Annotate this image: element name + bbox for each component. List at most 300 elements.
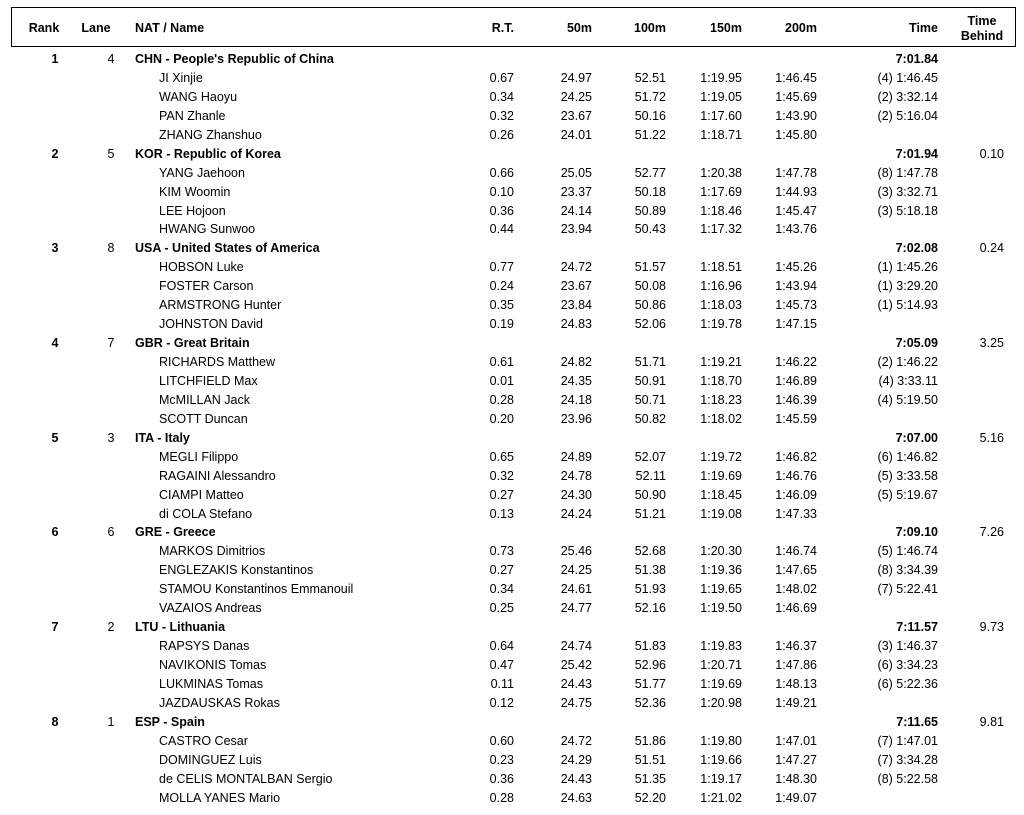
swimmer-split-100m: 51.86: [634, 733, 666, 748]
swimmer-split-150m: 1:18.71: [700, 127, 742, 142]
team-rank: 7: [51, 620, 59, 635]
team-name: ESP - Spain: [135, 714, 205, 729]
swimmer-reaction-time: 0.24: [489, 279, 514, 294]
swimmer-row: [0, 580, 1024, 599]
swimmer-split-100m: 51.72: [634, 89, 666, 104]
swimmer-split-200m: 1:46.89: [775, 373, 817, 388]
team-rank: 3: [51, 241, 59, 256]
team-time: 7:02.08: [895, 241, 938, 256]
swimmer-name: McMILLAN Jack: [159, 392, 250, 407]
swimmer-split-50m: 24.63: [560, 790, 592, 805]
swimmer-row: [0, 296, 1024, 315]
swimmer-split-100m: 51.83: [634, 639, 666, 654]
swimmer-row: [0, 599, 1024, 618]
team-row: [0, 239, 1024, 258]
header-150m: 150m: [710, 21, 742, 35]
swimmer-cumulative-split: (4) 3:33.11: [878, 373, 938, 388]
swimmer-split-50m: 24.25: [560, 563, 592, 578]
swimmer-reaction-time: 0.27: [489, 487, 514, 502]
swimmer-row: [0, 410, 1024, 429]
swimmer-split-100m: 50.71: [634, 392, 666, 407]
swimmer-row: [0, 542, 1024, 561]
swimmer-cumulative-split: (8) 1:47.78: [877, 165, 938, 180]
swimmer-split-150m: 1:17.60: [700, 108, 742, 123]
swimmer-split-150m: 1:18.03: [700, 298, 742, 313]
swimmer-split-50m: 24.29: [560, 752, 592, 767]
swimmer-split-100m: 51.22: [634, 127, 666, 142]
swimmer-split-50m: 24.35: [560, 373, 592, 388]
swimmer-split-150m: 1:19.95: [700, 70, 742, 85]
swimmer-split-200m: 1:47.78: [775, 165, 817, 180]
team-lane: 7: [107, 336, 115, 351]
swimmer-split-150m: 1:19.05: [700, 89, 742, 104]
swimmer-split-200m: 1:45.26: [775, 260, 817, 275]
swimmer-cumulative-split: (5) 1:46.74: [877, 544, 938, 559]
swimmer-reaction-time: 0.73: [489, 544, 514, 559]
swimmer-split-200m: 1:45.73: [775, 298, 817, 313]
swimmer-cumulative-split: (6) 5:22.36: [877, 676, 938, 691]
swimmer-row: [0, 561, 1024, 580]
swimmer-split-150m: 1:20.98: [700, 695, 742, 710]
team-rank: 2: [51, 146, 59, 161]
swimmer-split-50m: 24.83: [560, 317, 592, 332]
swimmer-row: [0, 789, 1024, 808]
team-time-behind: 9.73: [979, 620, 1004, 635]
swimmer-split-50m: 24.75: [560, 695, 592, 710]
swimmer-name: de CELIS MONTALBAN Sergio: [159, 771, 333, 786]
swimmer-split-50m: 24.72: [560, 260, 592, 275]
swimmer-reaction-time: 0.32: [489, 468, 514, 483]
swimmer-name: CIAMPI Matteo: [159, 487, 244, 502]
swimmer-row: [0, 202, 1024, 221]
swimmer-split-150m: 1:19.21: [700, 355, 742, 369]
swimmer-split-100m: 50.18: [634, 184, 666, 199]
team-time: 7:01.84: [895, 52, 938, 66]
swimmer-split-100m: 52.20: [634, 790, 666, 805]
swimmer-name: NAVIKONIS Tomas: [159, 658, 267, 672]
team-lane: 4: [107, 52, 115, 66]
swimmer-split-50m: 23.67: [560, 108, 592, 123]
team-time: 7:05.09: [895, 336, 938, 351]
swimmer-split-200m: 1:48.13: [775, 676, 817, 691]
team-rank: 4: [51, 336, 59, 351]
swimmer-reaction-time: 0.36: [489, 771, 514, 786]
swimmer-split-50m: 24.43: [560, 771, 592, 786]
swimmer-name: ZHANG Zhanshuo: [159, 127, 262, 142]
team-name: LTU - Lithuania: [135, 620, 226, 635]
swimmer-cumulative-split: (4) 1:46.45: [877, 70, 938, 85]
swimmer-split-200m: 1:46.76: [775, 468, 817, 483]
team-name: KOR - Republic of Korea: [135, 146, 281, 161]
swimmer-reaction-time: 0.35: [489, 298, 514, 313]
swimmer-cumulative-split: (2) 1:46.22: [877, 355, 938, 369]
swimmer-split-100m: 50.89: [634, 203, 666, 218]
swimmer-split-50m: 24.01: [560, 127, 592, 142]
team-time: 7:01.94: [895, 146, 938, 161]
swimmer-split-100m: 52.77: [634, 165, 666, 180]
team-time-behind: 5.16: [979, 430, 1004, 445]
team-row: [0, 523, 1024, 542]
swimmer-name: HOBSON Luke: [159, 260, 244, 275]
swimmer-row: [0, 88, 1024, 107]
swimmer-reaction-time: 0.64: [489, 639, 514, 654]
results-table-body: [0, 50, 1024, 808]
swimmer-cumulative-split: (2) 5:16.04: [877, 108, 938, 123]
swimmer-name: JAZDAUSKAS Rokas: [159, 695, 280, 710]
swimmer-split-50m: 24.74: [560, 639, 592, 654]
swimmer-reaction-time: 0.20: [489, 411, 514, 426]
swimmer-split-50m: 25.05: [560, 165, 592, 180]
swimmer-name: MEGLI Filippo: [159, 449, 239, 464]
swimmer-split-100m: 51.71: [634, 355, 666, 369]
team-lane: 8: [107, 241, 115, 256]
team-row: [0, 334, 1024, 353]
swimmer-split-50m: 23.94: [560, 222, 592, 237]
swimmer-name: HWANG Sunwoo: [159, 222, 256, 237]
swimmer-split-150m: 1:18.23: [700, 392, 742, 407]
team-time: 7:11.65: [896, 714, 938, 729]
header-time: Time: [909, 21, 938, 35]
swimmer-split-150m: 1:19.69: [700, 676, 742, 691]
swimmer-split-200m: 1:48.02: [775, 582, 817, 597]
swimmer-split-200m: 1:48.30: [775, 771, 817, 786]
swimmer-split-50m: 24.14: [560, 203, 592, 218]
swimmer-reaction-time: 0.26: [489, 127, 514, 142]
swimmer-split-150m: 1:19.80: [700, 733, 742, 748]
swimmer-split-100m: 50.82: [634, 411, 666, 426]
swimmer-cumulative-split: (5) 3:33.58: [877, 468, 938, 483]
swimmer-row: [0, 372, 1024, 391]
swimmer-split-150m: 1:19.83: [700, 639, 742, 654]
swimmer-cumulative-split: (2) 3:32.14: [877, 89, 938, 104]
swimmer-row: [0, 391, 1024, 410]
swimmer-split-200m: 1:43.76: [775, 222, 817, 237]
swimmer-split-150m: 1:18.45: [700, 487, 742, 502]
swimmer-split-100m: 50.43: [634, 222, 666, 237]
swimmer-cumulative-split: (8) 3:34.39: [877, 563, 938, 578]
team-lane: 5: [107, 146, 115, 161]
swimmer-reaction-time: 0.47: [489, 658, 514, 672]
swimmer-split-200m: 1:49.07: [775, 790, 817, 805]
swimmer-reaction-time: 0.67: [489, 70, 514, 85]
team-name: GBR - Great Britain: [135, 336, 250, 351]
team-name: GRE - Greece: [135, 525, 216, 540]
swimmer-row: [0, 69, 1024, 88]
swimmer-name: MOLLA YANES Mario: [159, 790, 281, 805]
team-rank: 5: [51, 430, 59, 445]
swimmer-split-100m: 52.07: [634, 449, 666, 464]
swimmer-row: [0, 770, 1024, 789]
swimmer-split-100m: 51.57: [634, 260, 666, 275]
swimmer-name: JOHNSTON David: [159, 317, 263, 332]
swimmer-split-150m: 1:18.51: [700, 260, 742, 275]
swimmer-row: [0, 448, 1024, 467]
swimmer-split-150m: 1:17.69: [700, 184, 742, 199]
swimmer-reaction-time: 0.61: [489, 355, 514, 369]
swimmer-name: ENGLEZAKIS Konstantinos: [159, 563, 314, 578]
swimmer-cumulative-split: (7) 1:47.01: [877, 733, 938, 748]
swimmer-reaction-time: 0.36: [489, 203, 514, 218]
header-reaction-time: R.T.: [491, 21, 514, 35]
swimmer-split-50m: 24.89: [560, 449, 592, 464]
swimmer-reaction-time: 0.13: [489, 506, 514, 521]
swimmer-split-200m: 1:43.90: [775, 108, 817, 123]
team-name: CHN - People's Republic of China: [135, 52, 334, 66]
swimmer-reaction-time: 0.28: [489, 790, 514, 805]
swimmer-split-100m: 52.16: [634, 601, 666, 616]
swimmer-split-200m: 1:47.33: [775, 506, 817, 521]
swimmer-split-50m: 24.82: [560, 355, 592, 369]
swimmer-cumulative-split: (3) 5:18.18: [877, 203, 938, 218]
swimmer-split-100m: 50.86: [634, 298, 666, 313]
swimmer-row: [0, 277, 1024, 296]
swimmer-cumulative-split: (1) 1:45.26: [877, 260, 938, 275]
swimmer-row: [0, 751, 1024, 770]
swimmer-split-200m: 1:46.69: [775, 601, 817, 616]
swimmer-split-100m: 50.91: [634, 373, 666, 388]
swimmer-row: [0, 675, 1024, 694]
swimmer-split-100m: 52.06: [634, 317, 666, 332]
team-name: USA - United States of America: [135, 241, 320, 256]
team-lane: 1: [107, 714, 115, 729]
team-name: ITA - Italy: [135, 430, 190, 445]
swimmer-split-200m: 1:45.69: [775, 89, 817, 104]
team-lane: 2: [107, 620, 115, 635]
swimmer-split-50m: 24.18: [560, 392, 592, 407]
swimmer-cumulative-split: (8) 5:22.58: [877, 771, 938, 786]
team-time-behind: 0.10: [979, 146, 1004, 161]
swimmer-split-150m: 1:16.96: [700, 279, 742, 294]
header-rank: Rank: [28, 21, 60, 35]
swimmer-cumulative-split: (5) 5:19.67: [877, 487, 938, 502]
swimmer-split-200m: 1:46.45: [775, 70, 817, 85]
swimmer-split-100m: 50.08: [634, 279, 666, 294]
swimmer-split-200m: 1:45.80: [775, 127, 817, 142]
swimmer-cumulative-split: (1) 3:29.20: [877, 279, 938, 294]
swimmer-name: DOMINGUEZ Luis: [159, 752, 262, 767]
swimmer-name: di COLA Stefano: [159, 506, 253, 521]
swimmer-name: VAZAIOS Andreas: [159, 601, 262, 616]
header-lane: Lane: [81, 21, 111, 35]
swimmer-split-50m: 23.84: [560, 298, 592, 313]
swimmer-split-100m: 51.35: [634, 771, 666, 786]
swimmer-split-50m: 24.72: [560, 733, 592, 748]
swimmer-split-100m: 51.38: [634, 563, 666, 578]
header-200m: 200m: [785, 21, 817, 35]
swimmer-cumulative-split: (3) 1:46.37: [877, 639, 938, 654]
swimmer-row: [0, 220, 1024, 239]
swimmer-split-50m: 24.24: [560, 506, 592, 521]
swimmer-split-200m: 1:47.27: [775, 752, 817, 767]
swimmer-split-50m: 24.77: [560, 601, 592, 616]
swimmer-reaction-time: 0.34: [489, 89, 514, 104]
swimmer-split-100m: 52.36: [634, 695, 666, 710]
header-time-behind-line2: Behind: [960, 29, 1004, 43]
swimmer-split-100m: 52.51: [634, 70, 666, 85]
swimmer-row: [0, 694, 1024, 713]
swimmer-name: LUKMINAS Tomas: [159, 676, 263, 691]
swimmer-reaction-time: 0.77: [489, 260, 514, 275]
swimmer-split-50m: 24.97: [560, 70, 592, 85]
swimmer-name: FOSTER Carson: [159, 279, 254, 294]
swimmer-name: KIM Woomin: [159, 184, 231, 199]
swimmer-split-100m: 52.96: [634, 658, 666, 672]
swimmer-split-50m: 24.78: [560, 468, 592, 483]
swimmer-name: STAMOU Konstantinos Emmanouil: [159, 582, 354, 597]
swimmer-split-50m: 24.61: [560, 582, 592, 597]
team-time: 7:09.10: [895, 525, 938, 540]
swimmer-row: [0, 164, 1024, 183]
swimmer-reaction-time: 0.23: [489, 752, 514, 767]
swimmer-cumulative-split: (7) 5:22.41: [877, 582, 938, 597]
swimmer-row: [0, 258, 1024, 277]
swimmer-split-200m: 1:47.15: [775, 317, 817, 332]
swimmer-split-200m: 1:49.21: [775, 695, 817, 710]
swimmer-split-200m: 1:44.93: [775, 184, 817, 199]
swimmer-name: CASTRO Cesar: [159, 733, 248, 748]
swimmer-row: [0, 486, 1024, 505]
team-row: [0, 618, 1024, 637]
swimmer-row: [0, 107, 1024, 126]
swimmer-split-150m: 1:19.36: [700, 563, 742, 578]
swimmer-split-150m: 1:20.38: [700, 165, 742, 180]
header-50m: 50m: [566, 21, 592, 35]
swimmer-split-150m: 1:19.69: [700, 468, 742, 483]
swimmer-name: WANG Haoyu: [159, 89, 238, 104]
swimmer-split-100m: 50.16: [634, 108, 666, 123]
swimmer-row: [0, 732, 1024, 751]
swimmer-cumulative-split: (3) 3:32.71: [877, 184, 938, 199]
swimmer-name: ARMSTRONG Hunter: [159, 298, 282, 313]
swimmer-split-50m: 23.96: [560, 411, 592, 426]
team-time: 7:07.00: [895, 430, 938, 445]
swimmer-row: [0, 353, 1024, 372]
swimmer-split-150m: 1:19.17: [700, 771, 742, 786]
team-time-behind: 9.81: [979, 714, 1004, 729]
swimmer-split-150m: 1:20.71: [700, 658, 742, 672]
team-lane: 6: [107, 525, 115, 540]
swimmer-split-200m: 1:47.01: [775, 733, 817, 748]
swimmer-split-150m: 1:21.02: [700, 790, 742, 805]
swimmer-row: [0, 505, 1024, 524]
swimmer-reaction-time: 0.19: [489, 317, 514, 332]
header-nat-name: NAT / Name: [135, 21, 205, 35]
team-time-behind: 7.26: [979, 525, 1004, 540]
team-row: [0, 429, 1024, 448]
team-row: [0, 713, 1024, 732]
header-100m: 100m: [634, 21, 666, 35]
swimmer-split-150m: 1:19.72: [700, 449, 742, 464]
team-rank: 6: [51, 525, 59, 540]
swimmer-cumulative-split: (4) 5:19.50: [877, 392, 938, 407]
swimmer-split-200m: 1:47.65: [775, 563, 817, 578]
swimmer-reaction-time: 0.32: [489, 108, 514, 123]
swimmer-split-50m: 23.67: [560, 279, 592, 294]
swimmer-split-150m: 1:18.46: [700, 203, 742, 218]
swimmer-cumulative-split: (7) 3:34.28: [877, 752, 938, 767]
swimmer-cumulative-split: (1) 5:14.93: [877, 298, 938, 313]
team-lane: 3: [107, 430, 115, 445]
swimmer-reaction-time: 0.12: [489, 695, 514, 710]
swimmer-name: LEE Hojoon: [159, 203, 226, 218]
swimmer-reaction-time: 0.34: [489, 582, 514, 597]
team-time: 7:11.57: [896, 620, 938, 635]
swimmer-reaction-time: 0.65: [489, 449, 514, 464]
swimmer-name: RICHARDS Matthew: [159, 355, 275, 369]
swimmer-split-200m: 1:46.82: [775, 449, 817, 464]
swimmer-reaction-time: 0.60: [489, 733, 514, 748]
swimmer-row: [0, 656, 1024, 675]
swimmer-split-100m: 51.51: [634, 752, 666, 767]
team-rank: 1: [51, 52, 59, 66]
swimmer-name: RAPSYS Danas: [159, 639, 250, 654]
swimmer-split-150m: 1:19.08: [700, 506, 742, 521]
swimmer-split-150m: 1:17.32: [700, 222, 742, 237]
swimmer-split-50m: 24.43: [560, 676, 592, 691]
swimmer-row: [0, 315, 1024, 334]
swimmer-split-50m: 23.37: [560, 184, 592, 199]
swimmer-split-150m: 1:19.50: [700, 601, 742, 616]
swimmer-split-100m: 51.77: [634, 676, 666, 691]
swimmer-split-200m: 1:46.39: [775, 392, 817, 407]
swimmer-name: RAGAINI Alessandro: [159, 468, 276, 483]
swimmer-name: LITCHFIELD Max: [159, 373, 258, 388]
swimmer-split-50m: 24.30: [560, 487, 592, 502]
swimmer-split-100m: 51.93: [634, 582, 666, 597]
swimmer-split-50m: 25.46: [560, 544, 592, 559]
swimmer-split-200m: 1:46.74: [775, 544, 817, 559]
swimmer-name: JI Xinjie: [159, 70, 203, 85]
swimmer-cumulative-split: (6) 3:34.23: [877, 658, 938, 672]
swimmer-split-100m: 52.11: [635, 468, 666, 483]
swimmer-split-200m: 1:45.59: [775, 411, 817, 426]
swimmer-split-200m: 1:45.47: [775, 203, 817, 218]
swimmer-split-100m: 51.21: [634, 506, 666, 521]
swimmer-name: MARKOS Dimitrios: [159, 544, 266, 559]
swimmer-row: [0, 126, 1024, 145]
swimmer-name: SCOTT Duncan: [159, 411, 248, 426]
team-rank: 8: [51, 714, 59, 729]
team-time-behind: 0.24: [979, 241, 1004, 256]
swimmer-name: YANG Jaehoon: [159, 165, 245, 180]
swimmer-reaction-time: 0.44: [489, 222, 514, 237]
swimmer-split-150m: 1:18.70: [700, 373, 742, 388]
swimmer-split-150m: 1:19.65: [700, 582, 742, 597]
team-time-behind: 3.25: [979, 336, 1004, 351]
swimmer-reaction-time: 0.10: [489, 184, 514, 199]
swimmer-split-50m: 25.42: [560, 658, 592, 672]
swimmer-reaction-time: 0.25: [489, 601, 514, 616]
swimmer-reaction-time: 0.11: [490, 676, 514, 691]
swimmer-reaction-time: 0.28: [489, 392, 514, 407]
swimmer-name: PAN Zhanle: [159, 108, 226, 123]
swimmer-reaction-time: 0.01: [489, 373, 514, 388]
swimmer-row: [0, 467, 1024, 486]
swimmer-split-150m: 1:19.66: [700, 752, 742, 767]
swimmer-split-150m: 1:19.78: [700, 317, 742, 332]
swimmer-row: [0, 183, 1024, 202]
swimmer-split-200m: 1:46.09: [775, 487, 817, 502]
team-row: [0, 50, 1024, 69]
swimmer-cumulative-split: (6) 1:46.82: [877, 449, 938, 464]
team-row: [0, 145, 1024, 164]
swimmer-split-100m: 52.68: [634, 544, 666, 559]
swimmer-split-200m: 1:47.86: [775, 658, 817, 672]
swimmer-split-150m: 1:20.30: [700, 544, 742, 559]
swimmer-split-200m: 1:46.37: [775, 639, 817, 654]
swimmer-split-150m: 1:18.02: [700, 411, 742, 426]
swimmer-split-200m: 1:43.94: [775, 279, 817, 294]
